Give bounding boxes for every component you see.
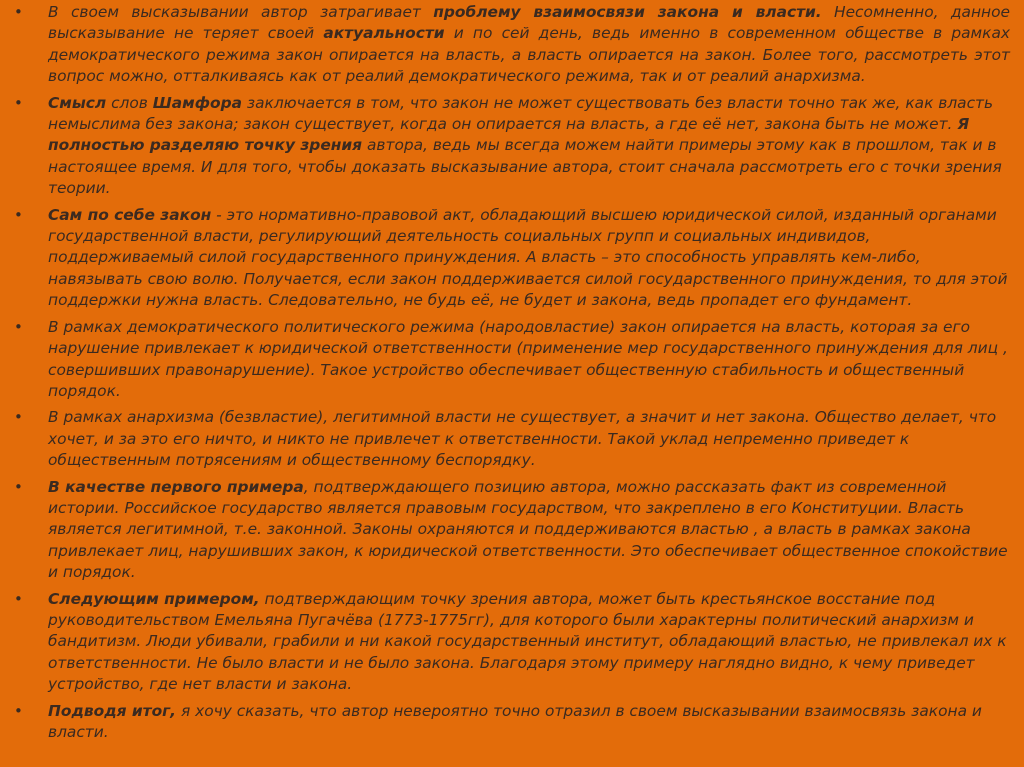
bullet-paragraph-3 <box>14 205 1010 312</box>
text-run: заключается в том, что закон не может существовать без власти точно так же, как власть немыслима без закона; закон существует, когда он опирается на власть, а где её нет, закона быть не может. <box>48 93 994 134</box>
bullet-paragraph-5 <box>14 407 1010 471</box>
bullet-paragraph-2 <box>14 93 1010 200</box>
bullet-paragraph-6 <box>14 477 1010 584</box>
paragraph-text <box>48 317 1010 403</box>
bullet-paragraph-1 <box>14 2 1010 88</box>
bold-phrase: Следующим примером, <box>48 589 260 608</box>
paragraph-text <box>48 93 1010 200</box>
bold-phrase: проблему взаимосвязи закона и власти. <box>433 3 822 21</box>
bullet-icon: • <box>14 589 23 608</box>
bold-phrase: Смысл <box>48 93 107 112</box>
text-run: - это нормативно-правовой акт, обладающий высшею юридической силой, изданный органами государственной власти, регулирующий деятельность социальных групп и социальных индивидов, поддерживаемый силой государственного принуждения. А власть – это способность управлять кем-либо, навязывать свою волю. Получается, если закон поддерживается силой государственного принуждения, то для этой поддержки нужна власть. Следовательно, не будь её, не будет и закона, ведь пропадет его фундамент. <box>48 205 1008 310</box>
paragraph-text <box>48 407 1010 471</box>
bullet-icon: • <box>14 701 23 720</box>
bold-phrase: Сам по себе закон <box>48 205 212 224</box>
text-run: я хочу сказать, что автор невероятно точно отразил в своем высказывании взаимосвязь закона и власти. <box>48 701 982 741</box>
bullet-icon: • <box>14 317 23 336</box>
text-run: В рамках анархизма (безвластие), легитимной власти не существует, а значит и нет закона. Общество делает, что хочет, и за это его ничто, и никто не привлечет к ответственности. Такой уклад непременно приведет к общественным потрясениям и общественному беспорядку. <box>48 408 997 470</box>
bold-phrase: актуальности <box>323 24 445 43</box>
text-run: Несомненно, данное высказывание не теряет своей <box>48 3 1010 43</box>
bullet-icon: • <box>14 3 23 21</box>
bullet-icon: • <box>14 205 23 224</box>
bullet-list <box>14 2 1010 743</box>
bullet-paragraph-8 <box>14 701 1010 744</box>
paragraph-text <box>48 2 1010 88</box>
text-run: автора, ведь мы всегда можем найти примеры этому как в прошлом, так и в настоящее время. И для того, чтобы доказать высказывание автора, стоит сначала рассмотреть его с точки зрения теории. <box>48 136 1002 198</box>
bullet-icon: • <box>14 477 23 496</box>
bold-phrase: В качестве первого примера <box>48 477 304 496</box>
bullet-icon: • <box>14 93 23 112</box>
paragraph-text <box>48 477 1010 584</box>
bold-phrase: Я полностью разделяю точку зрения <box>48 115 970 155</box>
bullet-paragraph-4 <box>14 317 1010 403</box>
bold-phrase: Подводя итог, <box>48 701 177 720</box>
text-run: слов <box>106 93 153 112</box>
bullet-icon: • <box>14 408 23 427</box>
bullet-paragraph-7 <box>14 589 1010 696</box>
text-run: и по сей день, ведь именно в современном обществе в рамках демократического режима закон опирается на власть, а власть опирается на закон. Более того, рассмотреть этот вопрос можно, отталкиваясь как от реалий демократического режима, так и от реалий анархизма. <box>48 24 1010 86</box>
paragraph-text <box>48 589 1010 696</box>
paragraph-text <box>48 205 1010 312</box>
text-run: В своем высказывании автор затрагивает <box>48 3 434 21</box>
paragraph-text <box>48 701 1010 744</box>
bold-phrase: Шамфора <box>152 93 243 112</box>
text-run: В рамках демократического политического режима (народовластие) закон опирается на власть, которая за его нарушение привлекает к юридической ответственности (применение мер государственного принуждения для лиц , совершивших правонарушение). Такое устройство обеспечивает общественную стабильность и общественный порядок. <box>48 317 1008 400</box>
text-run: , подтверждающего позицию автора, можно рассказать факт из современной истории. Российское государство является правовым государством, что закреплено в его Конституции. Власть является легитимной, т.е. законной. Законы охраняются и поддерживаются властью , а власть в рамках закона привлекает лиц, нарушивших закон, к юридической ответственности. Это обеспечивает общественное спокойствие и порядок. <box>48 477 1008 582</box>
text-run: подтверждающим точку зрения автора, может быть крестьянское восстание под руководительством Емельяна Пугачёва (1773-1775гг), для которого были характерны политический анархизм и бандитизм. Люди убивали, грабили и ни какой государственный институт, обладающий властью, не привлекал их к ответственности. Не было власти и не было закона. Благодаря этому примеру наглядно видно, к чему приведет устройство, где нет власти и закона. <box>48 589 1007 694</box>
